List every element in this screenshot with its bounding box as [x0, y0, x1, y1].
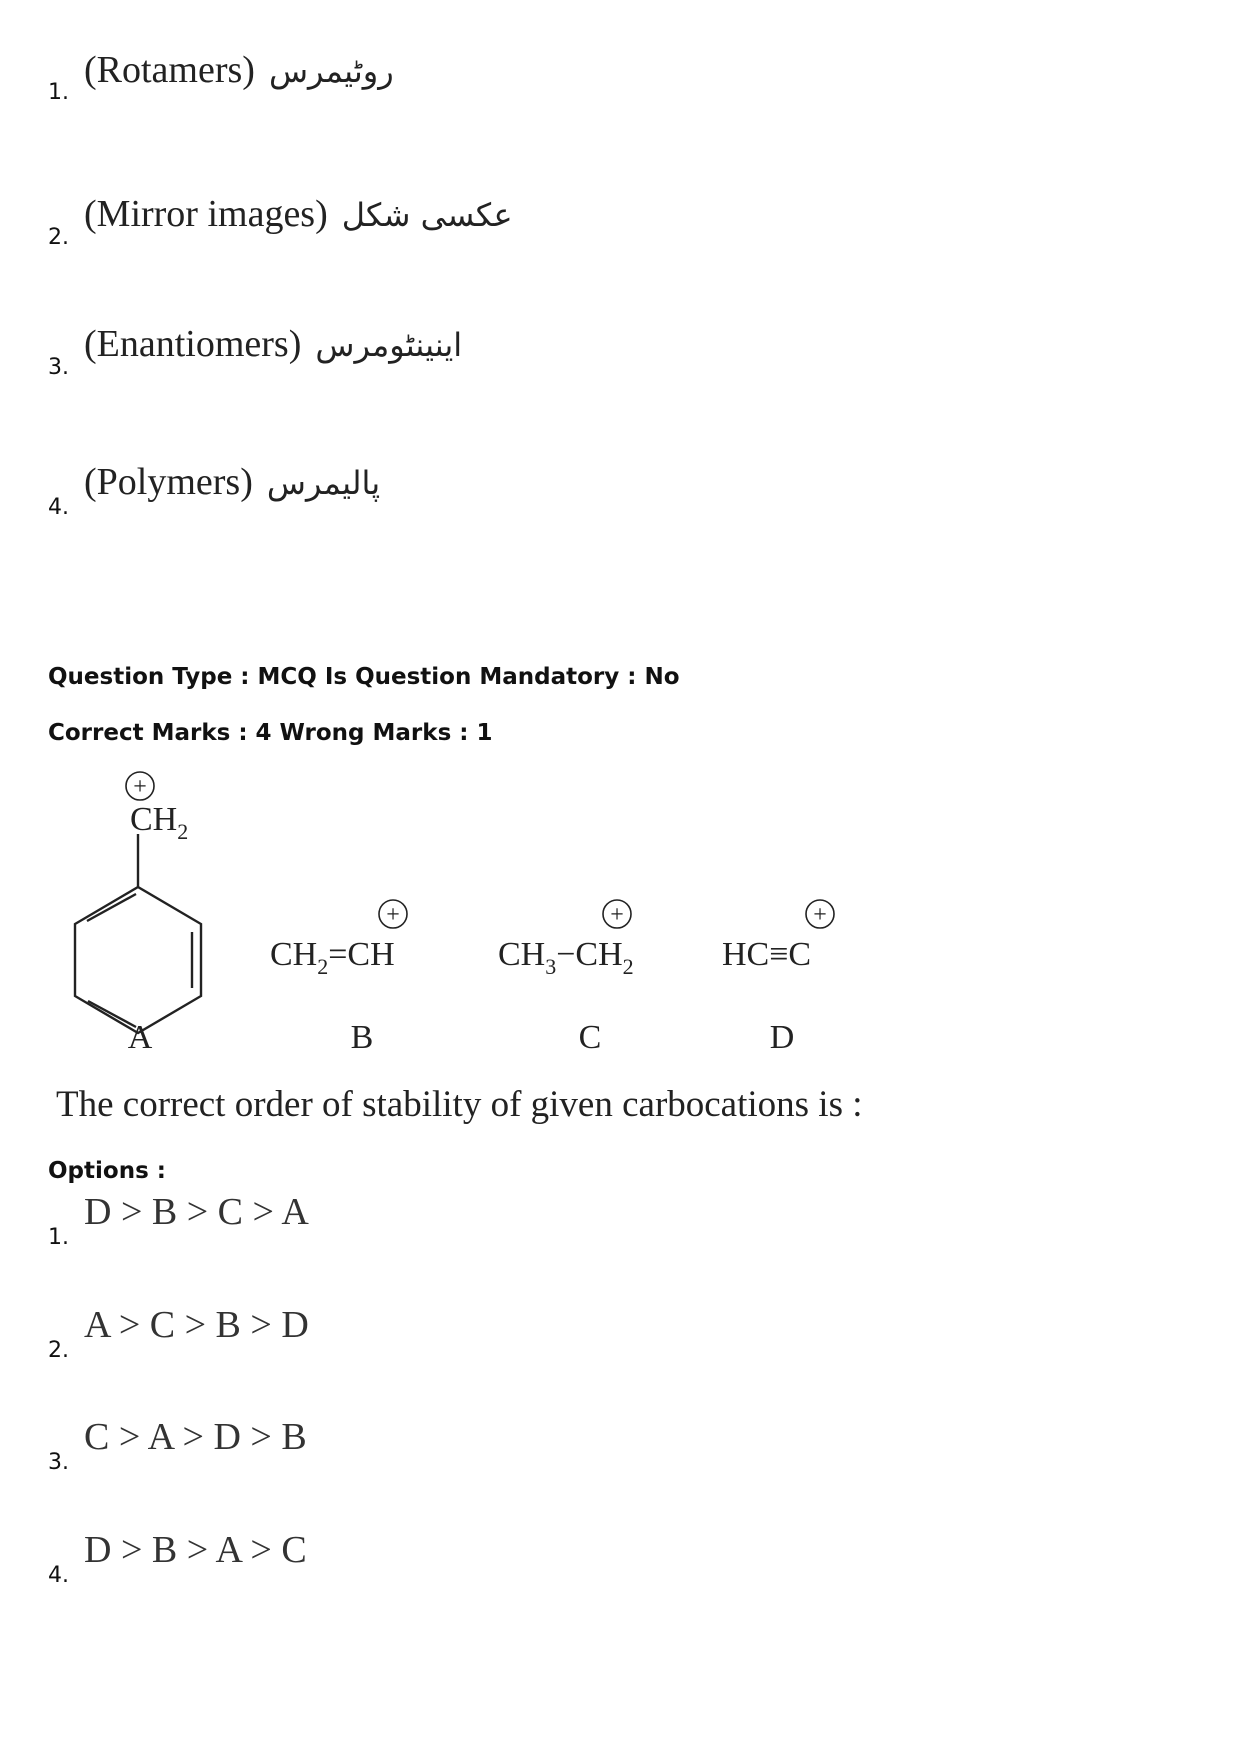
- option-urdu-text: پالیمرس: [266, 464, 381, 502]
- structure-c-label: C: [578, 1019, 602, 1056]
- option-english-text: (Mirror images): [84, 193, 328, 235]
- structure-b-formula: $CH_2=CH$: [270, 936, 395, 979]
- options-label: Options :: [48, 1158, 166, 1184]
- option-urdu-text: عکسی شکل: [341, 196, 513, 234]
- option-number: 4.: [48, 495, 69, 520]
- option-text: D > B > A > C: [84, 1529, 307, 1571]
- option-text: A > C > B > D: [84, 1304, 309, 1346]
- structure-d-label: D: [769, 1019, 795, 1056]
- structure-a: [75, 772, 201, 1056]
- svg-text:+: +: [386, 902, 400, 928]
- option-number: 1.: [48, 80, 69, 105]
- benzene-ring: [75, 887, 201, 1033]
- option-text: D > B > C > A: [84, 1191, 309, 1233]
- structure-a-label: A: [127, 1019, 153, 1056]
- structure-d: [722, 900, 834, 1056]
- question-type-line: Question Type : MCQ Is Question Mandatory : No: [48, 664, 680, 690]
- svg-text:+: +: [813, 902, 827, 928]
- structure-a-group: $CH_2$: [130, 801, 189, 844]
- marks-line: Correct Marks : 4 Wrong Marks : 1: [48, 720, 493, 746]
- option-number: 2.: [48, 225, 69, 250]
- option-number: 3.: [48, 1450, 69, 1475]
- option-english-text: (Rotamers): [84, 49, 255, 91]
- question-text: The correct order of stability of given carbocations is :: [56, 1084, 863, 1125]
- positive-charge-icon: [603, 900, 631, 928]
- option-number: 4.: [48, 1563, 69, 1588]
- option-english-text: (Enantiomers): [84, 323, 302, 365]
- svg-text:+: +: [133, 774, 147, 800]
- structure-c: [498, 900, 634, 1056]
- positive-charge-icon: [806, 900, 834, 928]
- positive-charge-icon: [126, 772, 154, 800]
- option-number: 3.: [48, 355, 69, 380]
- structure-b: [270, 900, 407, 1056]
- positive-charge-icon: [379, 900, 407, 928]
- structure-c-formula: $CH_3-CH_2$: [498, 936, 634, 979]
- option-english-text: (Polymers): [84, 461, 253, 503]
- option-number: 1.: [48, 1225, 69, 1250]
- svg-text:+: +: [610, 902, 624, 928]
- option-urdu-text: اینینٹومرس: [315, 326, 463, 364]
- carbocation-structures-diagram: [60, 770, 880, 1070]
- structure-b-label: B: [350, 1019, 374, 1056]
- option-urdu-text: روٹیمرس: [268, 52, 394, 90]
- structure-d-formula: HC≡C: [722, 936, 812, 973]
- option-number: 2.: [48, 1338, 69, 1363]
- option-text: C > A > D > B: [84, 1416, 307, 1458]
- benzene-inner-bond: [87, 894, 136, 921]
